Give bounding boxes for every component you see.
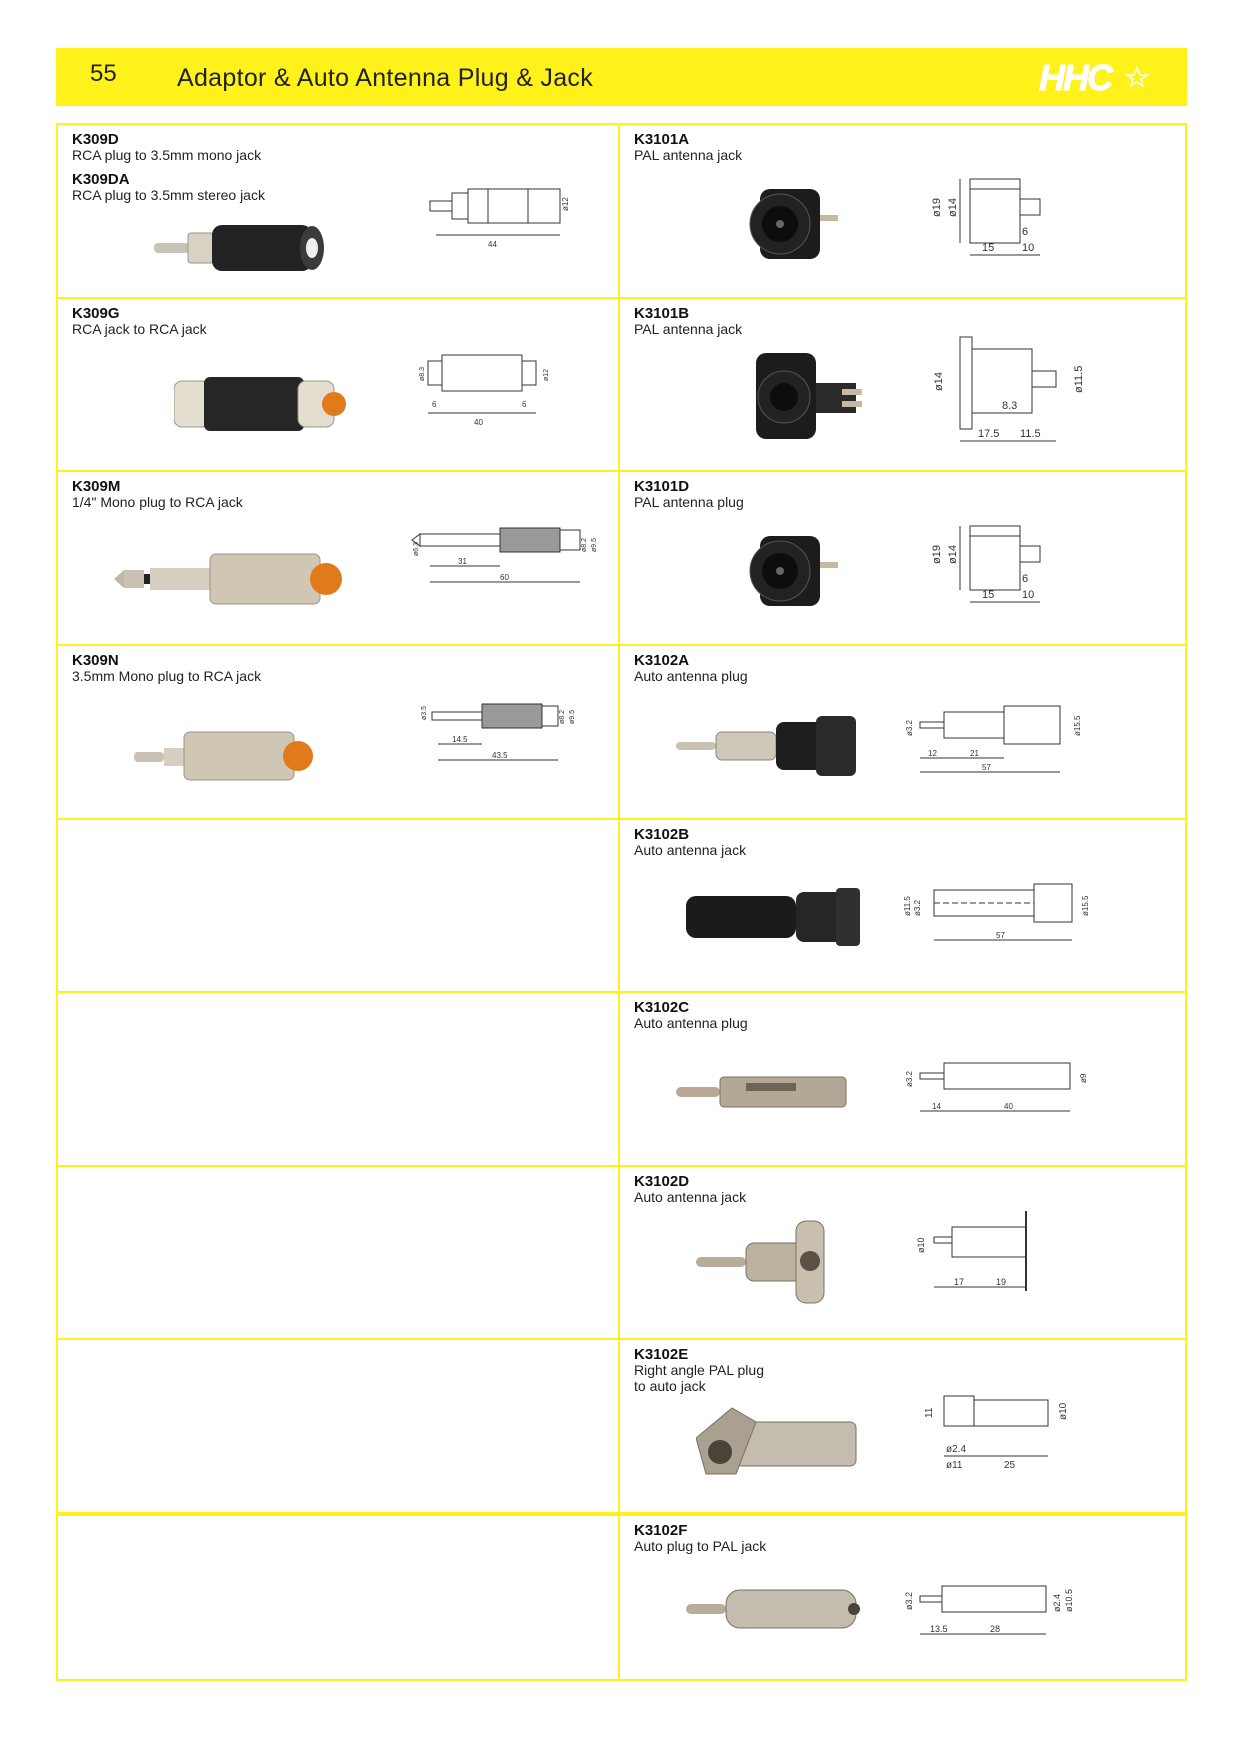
product-code: K3101B [634, 304, 690, 322]
dimension-drawing [900, 1051, 1120, 1131]
dim-label: ø2.4 [946, 1444, 967, 1456]
dimension-drawing [920, 1390, 1100, 1480]
dim-label: ø14 [947, 198, 959, 217]
dim-label: ø19 [931, 545, 943, 565]
dim-label: 6 [1022, 226, 1029, 238]
dim-label: 10 [1022, 589, 1035, 602]
product-code: K309N [72, 651, 119, 669]
dim-label: 60 [500, 573, 509, 583]
dimension-drawing [408, 520, 608, 600]
dim-label: ø8.2 [559, 709, 566, 724]
dim-label: ø9.5 [591, 538, 598, 553]
product-photo [696, 1217, 846, 1307]
dim-label: 57 [996, 930, 1005, 940]
dimension-drawing [920, 333, 1100, 453]
product-code: K309G [72, 304, 120, 322]
empty-cell [58, 993, 620, 1167]
dim-label: ø10.5 [1064, 1588, 1074, 1612]
dim-label: ø11.5 [1073, 365, 1085, 393]
dim-label: 40 [1004, 1102, 1013, 1112]
dim-label: ø15.5 [1081, 895, 1090, 916]
dimension-drawing [900, 700, 1120, 790]
product-desc: Auto antenna plug [634, 667, 748, 684]
dim-label: 17 [954, 1276, 965, 1287]
dim-label: ø12 [561, 197, 570, 211]
product-cell-k3101a [620, 125, 1185, 299]
dim-label: ø3.2 [904, 1591, 914, 1610]
product-photo [746, 343, 876, 453]
dim-label: 25 [1004, 1460, 1016, 1472]
dim-label: ø9.5 [569, 709, 576, 724]
product-cell-k309n [58, 646, 620, 820]
product-code: K3102A [634, 651, 690, 669]
dim-label: 14 [932, 1102, 941, 1112]
product-desc: Auto antenna jack [634, 1188, 747, 1205]
dim-label: 15 [982, 589, 995, 602]
page-number: 55 [90, 60, 117, 87]
dim-label: ø15.5 [1073, 715, 1082, 736]
dim-label: 11 [924, 1407, 935, 1419]
product-photo [686, 886, 886, 946]
product-code-variant: K309DA [72, 171, 130, 188]
dim-label: 28 [990, 1624, 1001, 1634]
product-desc: Right angle PAL plug [634, 1362, 764, 1379]
empty-cell [58, 1340, 620, 1514]
dim-label: 8.3 [1002, 399, 1018, 412]
product-photo [154, 213, 354, 283]
dimension-drawing [900, 1207, 1100, 1307]
product-cell-k3102a [620, 646, 1185, 820]
product-desc-line2: to auto jack [634, 1378, 706, 1395]
product-desc-variant: RCA plug to 3.5mm stereo jack [72, 187, 265, 203]
dim-label: 21 [970, 748, 979, 758]
product-cell-k309m [58, 472, 620, 646]
dim-label: 40 [474, 417, 483, 427]
product-photo [174, 369, 354, 439]
dim-label: ø3.2 [905, 719, 914, 736]
dim-label: ø3.2 [913, 899, 922, 916]
product-photo [676, 712, 876, 782]
product-photo [686, 1576, 876, 1646]
dimension-drawing [428, 175, 588, 255]
dim-label: 13.5 [930, 1624, 948, 1634]
empty-cell [58, 1167, 620, 1341]
product-desc: 1/4" Mono plug to RCA jack [72, 494, 243, 511]
product-desc: PAL antenna jack [634, 320, 743, 337]
product-cell-k3101d [620, 472, 1185, 646]
dim-label: ø2.4 [1052, 1593, 1062, 1612]
dim-label: ø8.2 [581, 538, 588, 553]
product-desc: RCA plug to 3.5mm mono jack [72, 147, 262, 163]
product-desc: Auto antenna plug [634, 1015, 748, 1032]
page-title: Adaptor & Auto Antenna Plug & Jack [177, 64, 594, 92]
product-cell-k309g [58, 299, 620, 473]
last-row [56, 1514, 1187, 1681]
dim-label: 17.5 [978, 427, 1000, 440]
product-desc: 3.5mm Mono plug to RCA jack [72, 667, 262, 684]
product-photo [114, 544, 374, 614]
svg-text:HHC: HHC [1039, 57, 1111, 98]
dim-label: ø9 [1079, 1073, 1088, 1084]
header-band [56, 48, 1187, 106]
dim-label: ø3.2 [905, 1071, 914, 1088]
dim-label: 14.5 [452, 734, 468, 744]
dim-label: ø10 [1058, 1403, 1069, 1421]
dim-label: ø11 [946, 1460, 963, 1472]
product-cell-k3102b [620, 820, 1185, 994]
product-photo [134, 726, 374, 786]
product-code: K3101A [634, 131, 690, 148]
dim-label: ø8.3 [419, 366, 426, 381]
product-photo [676, 1063, 876, 1123]
product-photo [740, 526, 850, 616]
dim-label: 31 [458, 557, 467, 567]
product-code: K3102D [634, 1172, 690, 1190]
product-desc: Auto plug to PAL jack [634, 1538, 767, 1554]
dimension-drawing [408, 692, 608, 772]
product-cell-k3102c [620, 993, 1185, 1167]
product-code: K3102E [634, 1346, 689, 1364]
dim-label: ø6.3 [413, 542, 420, 557]
product-photo [740, 179, 850, 269]
product-code: K3102C [634, 999, 690, 1017]
product-photo [696, 1398, 866, 1488]
dim-label: ø3.5 [421, 705, 428, 720]
product-code: K309M [72, 478, 121, 496]
dim-label: 10 [1022, 242, 1035, 254]
hhc-logo [1037, 56, 1157, 98]
dimension-drawing [900, 878, 1120, 958]
dim-label: 11.5 [1020, 427, 1041, 440]
dim-label: 6 [522, 399, 527, 409]
dim-label: 6 [1022, 573, 1029, 586]
dimension-drawing [930, 516, 1080, 626]
dim-label: ø10 [916, 1237, 926, 1253]
dim-label: 12 [928, 748, 937, 758]
product-desc: RCA jack to RCA jack [72, 320, 207, 337]
dim-label: ø19 [931, 198, 943, 217]
dim-label: ø14 [933, 371, 945, 391]
product-code: K3101D [634, 478, 690, 496]
dimension-drawing [900, 1574, 1120, 1654]
product-cell-k3102e [620, 1340, 1185, 1514]
dim-label: 44 [488, 240, 497, 249]
dim-label: ø11.5 [903, 895, 912, 916]
product-desc: PAL antenna plug [634, 494, 744, 511]
product-cell-k309d [58, 125, 620, 299]
product-cell-k3102f [620, 1516, 1185, 1679]
product-code: K3102B [634, 825, 690, 843]
dim-label: 15 [982, 242, 995, 254]
product-cell-k3102d [620, 1167, 1185, 1341]
dim-label: 57 [982, 762, 991, 772]
product-desc: Auto antenna jack [634, 841, 747, 858]
dim-label: ø12 [543, 368, 550, 381]
product-desc: PAL antenna jack [634, 147, 743, 163]
dim-label: 19 [996, 1276, 1007, 1287]
dim-label: 6 [432, 399, 437, 409]
empty-cell [58, 1516, 620, 1679]
product-grid [56, 123, 1187, 1516]
product-code: K3102F [634, 1522, 688, 1539]
dim-label: 43.5 [492, 750, 508, 760]
dimension-drawing [408, 345, 588, 435]
product-code: K309D [72, 131, 119, 148]
dim-label: ø14 [947, 545, 959, 565]
dimension-drawing [930, 169, 1080, 279]
product-cell-k3101b [620, 299, 1185, 473]
empty-cell [58, 820, 620, 994]
